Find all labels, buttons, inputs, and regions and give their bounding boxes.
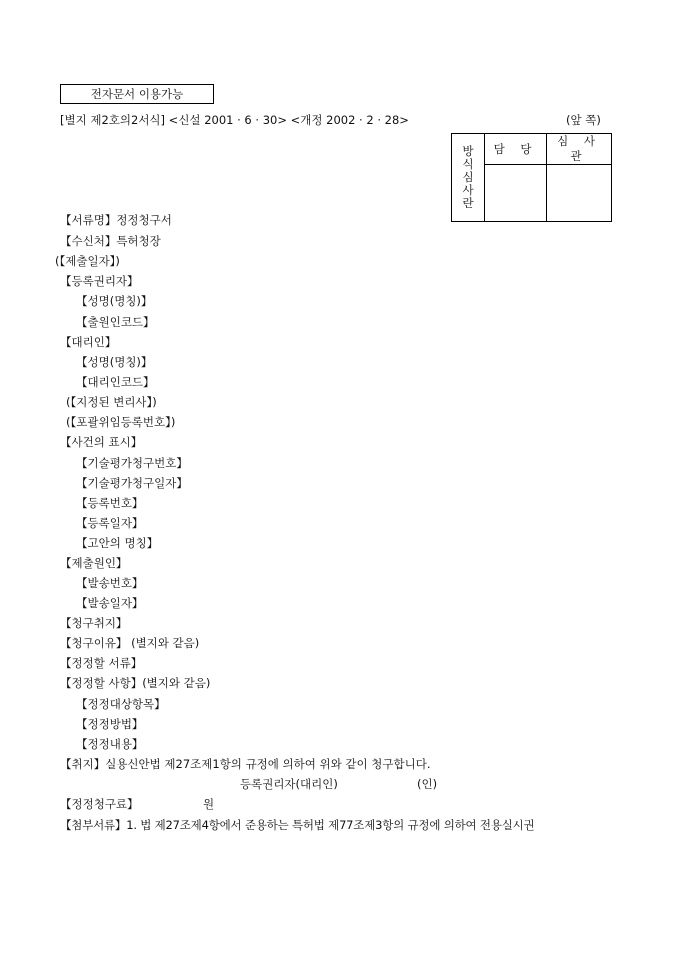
signature-label: 등록권리자(대리인) — [240, 777, 338, 791]
field-recipient: 【수신처】특허청장 — [60, 234, 161, 248]
field-attachments: 【첨부서류】1. 법 제27조제4항에서 준용하는 특허법 제77조제3항의 규정에 의하여 전용실시권 — [60, 818, 535, 832]
field-request-reason: 【청구이유】 (별지와 같음) — [60, 636, 200, 650]
field-registration-number: 【등록번호】 — [76, 496, 144, 510]
review-side-char: 란 — [462, 196, 474, 210]
field-case-indication: 【사건의 표시】 — [60, 435, 143, 449]
review-col-examiner: 심 사 관 — [547, 134, 612, 165]
field-dispatch-date: 【발송일자】 — [76, 596, 144, 610]
review-side-char: 방 — [462, 144, 474, 158]
review-side-char: 사 — [462, 183, 474, 197]
field-device-title: 【고안의 명칭】 — [76, 536, 159, 550]
field-correction-item: 【정정대상항목】 — [76, 697, 166, 711]
page-side-label: (앞 쪽) — [566, 113, 601, 127]
review-col-staff: 담 당 — [485, 134, 547, 165]
field-correction-content: 【정정내용】 — [76, 737, 144, 751]
field-matter-to-correct: 【정정할 사항】(별지와 같음) — [60, 676, 211, 690]
review-table — [451, 133, 612, 222]
review-side-char: 식 — [462, 157, 474, 171]
field-tech-eval-date: 【기술평가청구일자】 — [76, 476, 188, 490]
field-designated-attorney: (【지정된 변리사】) — [66, 395, 157, 409]
field-dispatch-number: 【발송번호】 — [76, 576, 144, 590]
field-holder-name: 【성명(명칭)】 — [76, 294, 153, 308]
field-request-purpose: 【청구취지】 — [60, 616, 128, 630]
field-tech-eval-number: 【기술평가청구번호】 — [76, 456, 188, 470]
field-document-to-correct: 【정정할 서류】 — [60, 656, 143, 670]
review-cell-staff[interactable] — [485, 165, 547, 222]
field-purport: 【취지】실용신안법 제27조제1항의 규정에 의하여 위와 같이 청구합니다. — [60, 757, 431, 771]
field-document-name: 【서류명】정정청구서 — [60, 213, 172, 227]
electronic-document-label: 전자문서 이용가능 — [60, 84, 214, 104]
fee-label: 【정정청구료】 — [60, 797, 139, 811]
field-registration-date: 【등록일자】 — [76, 516, 144, 530]
review-side-char: 심 — [462, 170, 474, 184]
signature-seal: (인) — [417, 777, 438, 791]
field-agent-name: 【성명(명칭)】 — [76, 355, 153, 369]
field-submission-date: (【제출일자】) — [55, 254, 120, 268]
field-agent-code: 【대리인코드】 — [76, 375, 155, 389]
review-side-label — [452, 134, 485, 222]
field-applicant-code: 【출원인코드】 — [76, 315, 155, 329]
field-correction-method: 【정정방법】 — [76, 717, 144, 731]
field-agent: 【대리인】 — [60, 335, 117, 349]
fee-unit: 원 — [203, 797, 215, 811]
field-submission-cause: 【제출원인】 — [60, 556, 128, 570]
review-cell-examiner[interactable] — [547, 165, 612, 222]
form-reference: [별지 제2호의2서식] <신설 2001 · 6 · 30> <개정 2002 · 2 · 28> — [60, 113, 409, 127]
field-registered-holder: 【등록권리자】 — [60, 274, 139, 288]
field-general-power-number: (【포괄위임등록번호】) — [66, 415, 176, 429]
